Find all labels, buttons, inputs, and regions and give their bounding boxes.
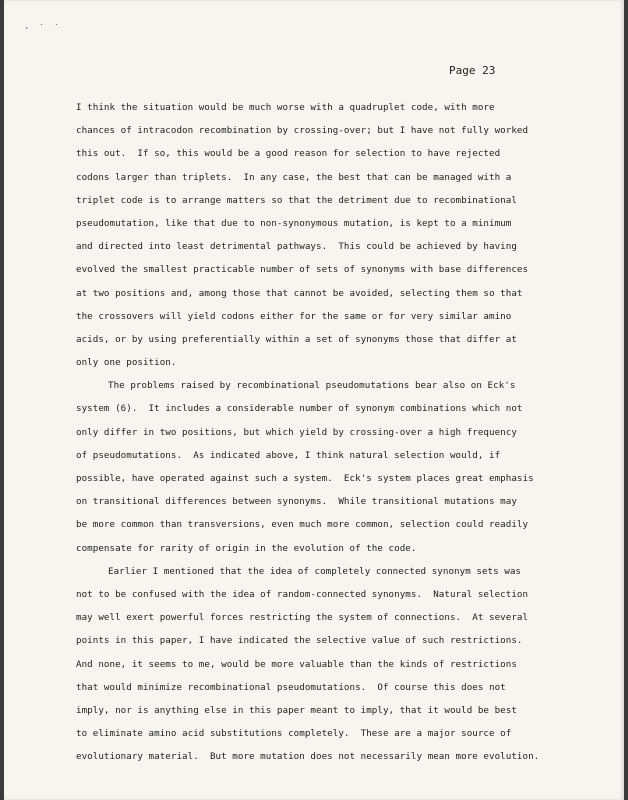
text-line: chances of intracodon recombination by crossing-over; but I have not fully worked (76, 125, 529, 137)
scan-mark: · ˙ ˙ (24, 24, 62, 34)
text-line: only differ in two positions, but which yield by crossing-over a high frequency (76, 426, 517, 438)
text-line: The problems raised by recombinational pseudomutations bear also on Eck's (108, 380, 516, 392)
text-line: the crossovers will yield codons either for the same or for very similar amino (76, 310, 512, 322)
text-line: this out. If so, this would be a good reason for selection to have rejected (76, 148, 501, 160)
page-number: Page 23 (449, 64, 496, 77)
text-line: pseudomutation, like that due to non-synonymous mutation, is kept to a minimum (76, 217, 512, 229)
text-line: at two positions and, among those that cannot be avoided, selecting them so that (76, 287, 523, 299)
text-line: of pseudomutations. As indicated above, I think natural selection would, if (76, 449, 501, 461)
text-line: points in this paper, I have indicated the selective value of such restrictions. (76, 635, 523, 647)
text-line: may well exert powerful forces restricting the system of connections. At several (76, 612, 529, 624)
text-line: And none, it seems to me, would be more valuable than the kinds of restrictions (76, 658, 517, 670)
typewritten-page (4, 0, 624, 800)
text-line: acids, or by using preferentially within a set of synonyms those that differ at (76, 333, 517, 345)
text-line: and directed into least detrimental pathways. This could be achieved by having (76, 241, 517, 253)
text-line: not to be confused with the idea of random-connected synonyms. Natural selection (76, 588, 529, 600)
text-line: on transitional differences between synonyms. While transitional mutations may (76, 496, 517, 508)
text-line: evolved the smallest practicable number of sets of synonyms with base differences (76, 264, 529, 276)
text-line: system (6). It includes a considerable number of synonym combinations which not (76, 403, 523, 415)
text-line: that would minimize recombinational pseudomutations. Of course this does not (76, 681, 506, 693)
text-line: triplet code is to arrange matters so that the detriment due to recombinational (76, 194, 517, 206)
text-line: imply, nor is anything else in this paper meant to imply, that it would be best (76, 704, 517, 716)
text-line: evolutionary material. But more mutation does not necessarily mean more evolution. (76, 751, 540, 763)
text-line: possible, have operated against such a system. Eck's system places great emphasis (76, 473, 534, 484)
text-line: be more common than transversions, even much more common, selection could readily (76, 519, 529, 531)
text-line: I think the situation would be much worse with a quadruplet code, with more (76, 102, 495, 113)
text-line: only one position. (76, 357, 177, 369)
text-line: to eliminate amino acid substitutions completely. These are a major source of (76, 728, 512, 740)
text-line: Earlier I mentioned that the idea of completely connected synonym sets was (108, 565, 522, 577)
text-line: codons larger than triplets. In any case, the best that can be managed with a (76, 171, 512, 183)
text-line: compensate for rarity of origin in the evolution of the code. (76, 542, 417, 554)
body-text (76, 96, 616, 768)
